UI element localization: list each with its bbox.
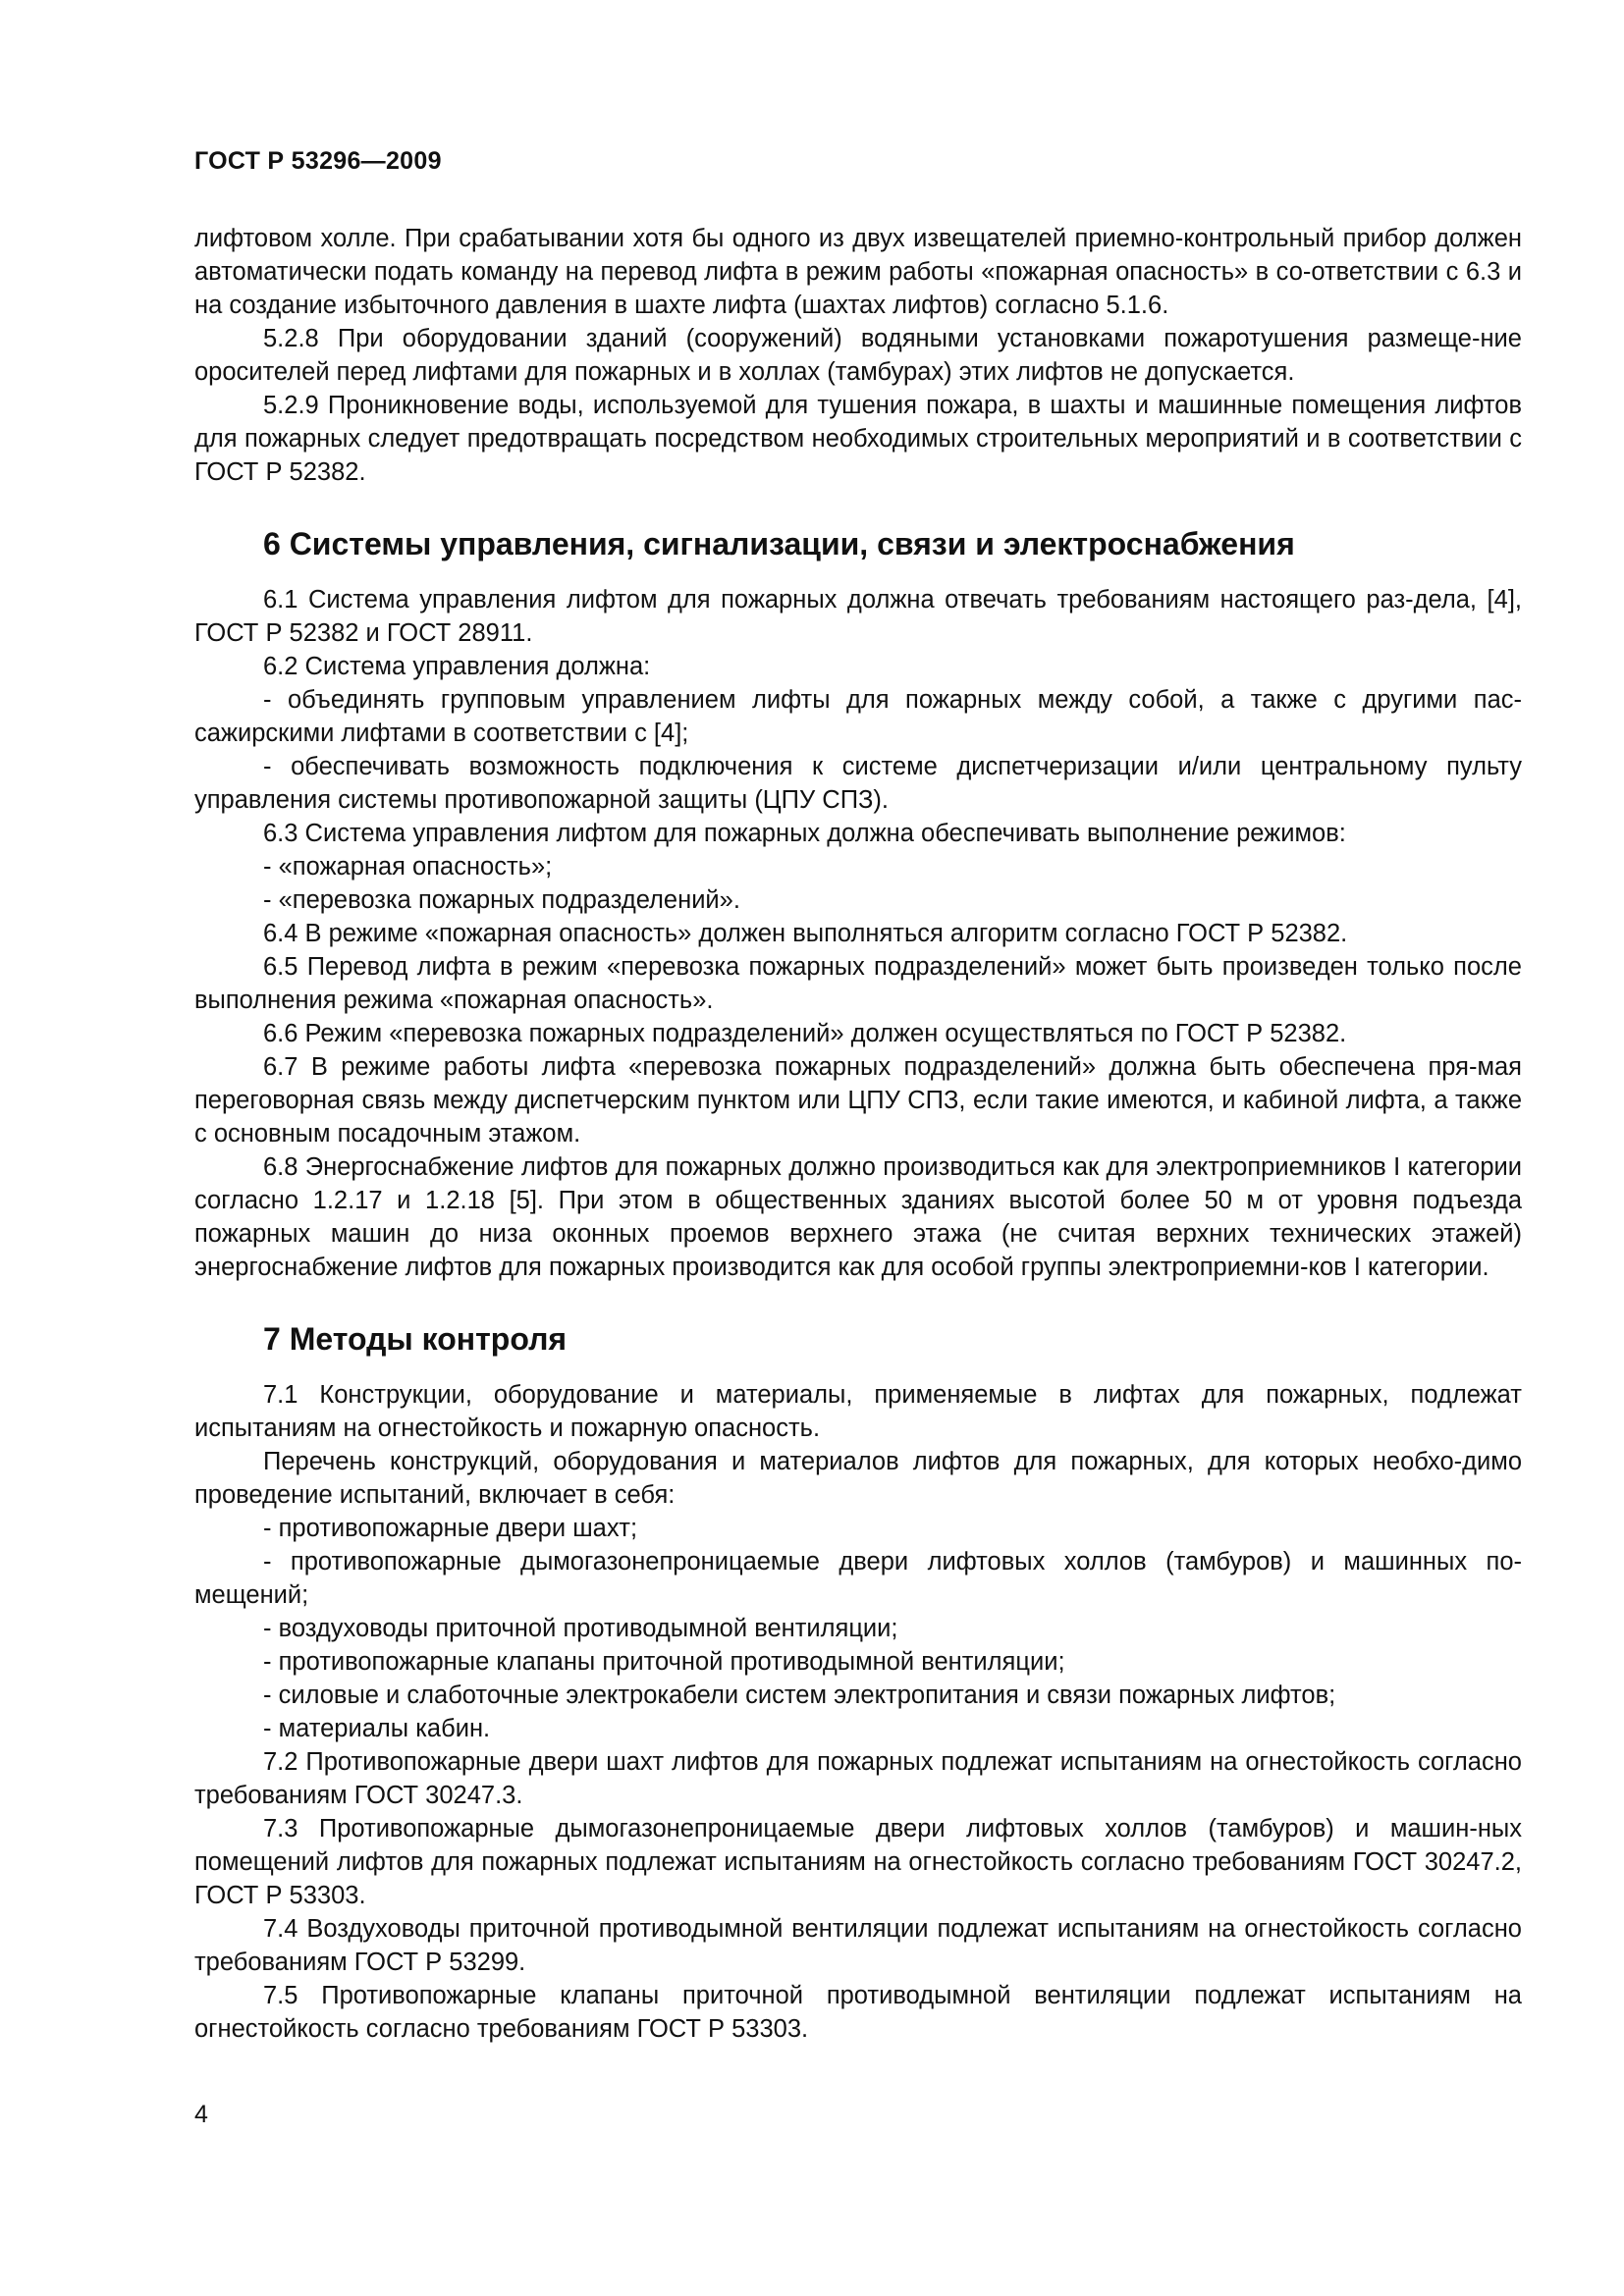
paragraph-6-3: 6.3 Система управления лифтом для пожарных должна обеспечивать выполнение режимов:	[263, 820, 1346, 847]
document-body	[194, 222, 1522, 2046]
paragraph-6-1: 6.1 Система управления лифтом для пожарных должна отвечать требованиям настоящего раз-дела, [4], ГОСТ Р 52382 и ГОСТ 28911.	[194, 586, 1522, 647]
paragraph-7-4: 7.4 Воздуховоды приточной противодымной вентиляции подлежат испытаниям на огнестойкость согласно требованиям ГОСТ Р 53299.	[194, 1915, 1522, 1976]
paragraph-7-3: 7.3 Противопожарные дымогазонепроницаемые двери лифтовых холлов (тамбуров) и машин-ных помещений лифтов для пожарных подлежат испытаниям на огнестойкость согласно требованиям ГОСТ 30247.2, ГОСТ Р 53303.	[194, 1815, 1522, 1909]
list-item: - объединять групповым управлением лифты для пожарных между собой, а также с другими пас-сажирскими лифтами в соответствии с [4];	[194, 686, 1522, 747]
paragraph-7-5: 7.5 Противопожарные клапаны приточной противодымной вентиляции подлежат испытаниям на огнестойкость согласно требованиям ГОСТ Р 53303.	[194, 1982, 1522, 2043]
list-item: - противопожарные дымогазонепроницаемые двери лифтовых холлов (тамбуров) и машинных по-мещений;	[194, 1548, 1522, 1609]
paragraph-continuation: лифтовом холле. При срабатывании хотя бы одного из двух извещателей приемно-контрольный прибор должен автоматически подать команду на перевод лифта в режим работы «пожарная опасность» в со-ответствии с 6.3 и на создание избыточного давления в шахте лифта (шахтах лифтов) согласно 5.1.6.	[194, 225, 1522, 319]
paragraph-6-4: 6.4 В режиме «пожарная опасность» должен выполняться алгоритм согласно ГОСТ Р 52382.	[263, 920, 1348, 947]
paragraph-6-2: 6.2 Система управления должна:	[263, 653, 651, 680]
list-item: - «перевозка пожарных подразделений».	[263, 886, 740, 914]
list-item: - воздуховоды приточной противодымной вентиляции;	[263, 1615, 898, 1642]
paragraph-list-intro: Перечень конструкций, оборудования и материалов лифтов для пожарных, для которых необхо-димо проведение испытаний, включает в себя:	[194, 1448, 1522, 1509]
list-item: - обеспечивать возможность подключения к системе диспетчеризации и/или центральному пульту управления системы противопожарной защиты (ЦПУ СПЗ).	[194, 753, 1522, 814]
paragraph-6-5: 6.5 Перевод лифта в режим «перевозка пожарных подразделений» может быть произведен только после выполнения режима «пожарная опасность».	[194, 953, 1522, 1014]
document-header: ГОСТ Р 53296—2009	[194, 147, 442, 175]
paragraph-5-2-8: 5.2.8 При оборудовании зданий (сооружений) водяными установками пожаротушения размеще-ние оросителей перед лифтами для пожарных и в холлах (тамбурах) этих лифтов не допускается.	[194, 325, 1522, 386]
paragraph-7-2: 7.2 Противопожарные двери шахт лифтов для пожарных подлежат испытаниям на огнестойкость согласно требованиям ГОСТ 30247.3.	[194, 1748, 1522, 1809]
section-heading-7: 7 Методы контроля	[263, 1321, 568, 1357]
list-item: - силовые и слаботочные электрокабели систем электропитания и связи пожарных лифтов;	[263, 1682, 1336, 1709]
paragraph-6-8: 6.8 Энергоснабжение лифтов для пожарных должно производиться как для электроприемников I категории согласно 1.2.17 и 1.2.18 [5]. При этом в общественных зданиях высотой более 50 м от уровня подъезда пожарных машин до низа оконных проемов верхнего этажа (не считая верхних технических этажей) энергоснабжение лифтов для пожарных производится как для особой группы электроприемни-ков I категории.	[194, 1153, 1522, 1281]
paragraph-5-2-9: 5.2.9 Проникновение воды, используемой для тушения пожара, в шахты и машинные помещения лифтов для пожарных следует предотвращать посредством необходимых строительных мероприятий и в соответствии с ГОСТ Р 52382.	[194, 392, 1522, 486]
paragraph-6-7: 6.7 В режиме работы лифта «перевозка пожарных подразделений» должна быть обеспечена пря-мая переговорная связь между диспетчерским пунктом или ЦПУ СПЗ, если такие имеются, и кабиной лифта, а также с основным посадочным этажом.	[194, 1053, 1522, 1148]
list-item: - противопожарные клапаны приточной противодымной вентиляции;	[263, 1648, 1065, 1676]
paragraph-7-1: 7.1 Конструкции, оборудование и материалы, применяемые в лифтах для пожарных, подлежат испытаниям на огнестойкость и пожарную опасность.	[194, 1381, 1522, 1442]
page-number: 4	[194, 2101, 208, 2128]
list-item: - материалы кабин.	[263, 1715, 491, 1742]
list-item: - противопожарные двери шахт;	[263, 1515, 638, 1542]
list-item: - «пожарная опасность»;	[263, 853, 553, 881]
section-heading-6: 6 Системы управления, сигнализации, связи и электроснабжения	[263, 526, 1295, 561]
paragraph-6-6: 6.6 Режим «перевозка пожарных подразделений» должен осуществляться по ГОСТ Р 52382.	[263, 1020, 1347, 1047]
